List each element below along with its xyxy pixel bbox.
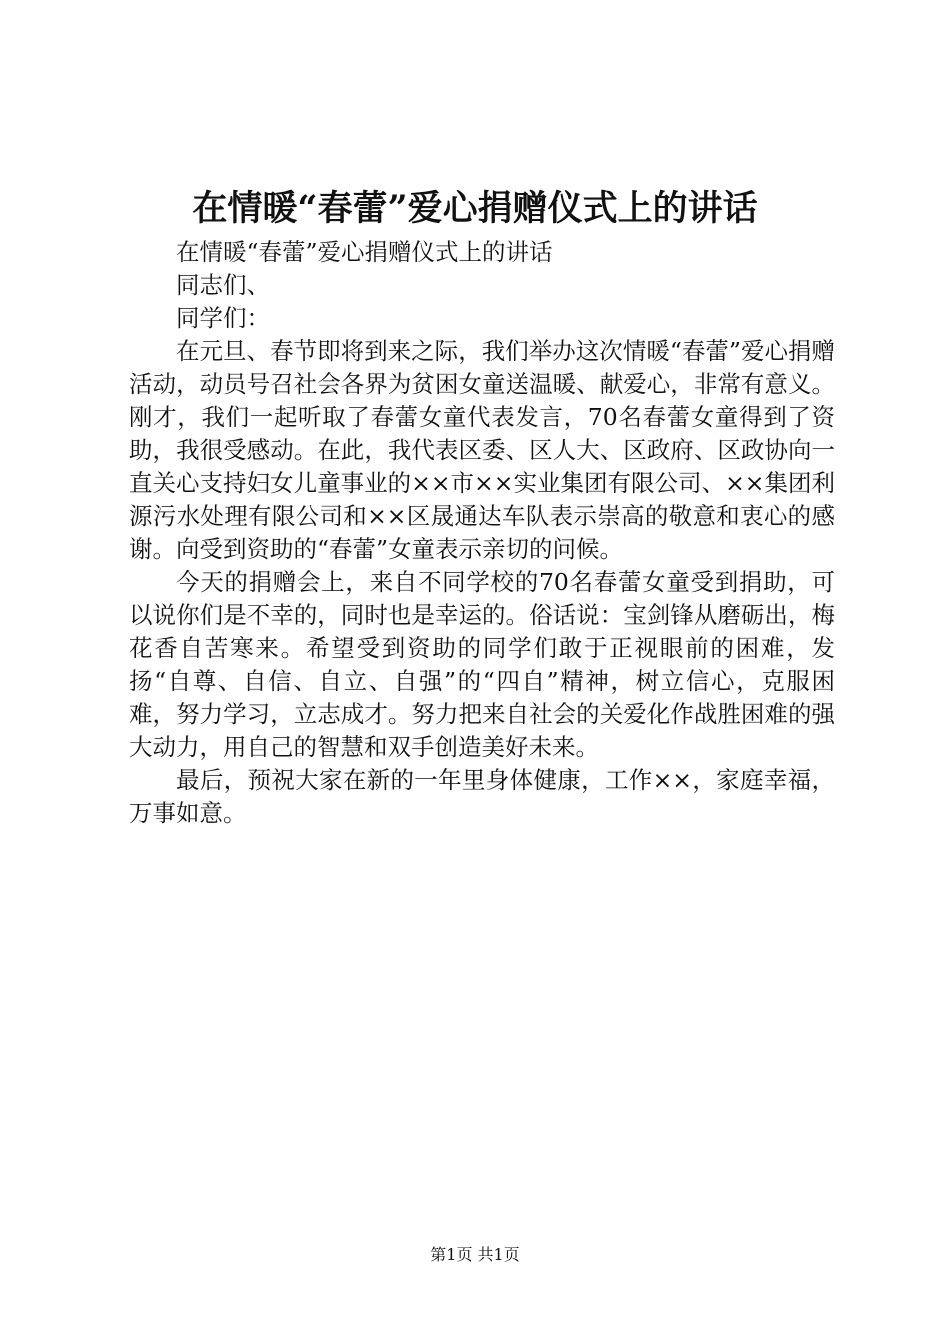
salutation-line-2: 同学们： xyxy=(176,304,270,332)
subtitle-line: 在情暖“春蕾”爱心捐赠仪式上的讲话 xyxy=(176,238,553,266)
page-title: 在情暖“春蕾”爱心捐赠仪式上的讲话 xyxy=(192,188,758,229)
page-footer: 第1页 共1页 xyxy=(430,1245,520,1264)
body-paragraph-1: 在元旦、春节即将到来之际，我们举办这次情暖“春蕾”爱心捐赠活动，动员号召社会各界为贫困女童送温暖、献爱心，非常有意义。刚才，我们一起听取了春蕾女童代表发言，70名春蕾女童得到了资助，我很受感动。在此，我代表区委、区人大、区政府、区政协向一直关心支持妇女儿童事业的××市××实业集团有限公司、××集团利源污水处理有限公司和××区晟通达车队表示崇高的敬意和衷心的感谢。向受到资助的“春蕾”女童表示亲切的问候。 xyxy=(129,337,835,563)
body-paragraph-2: 今天的捐赠会上，来自不同学校的70名春蕾女童受到捐助，可以说你们是不幸的，同时也是幸运的。俗话说：宝剑锋从磨砺出，梅花香自苦寒来。希望受到资助的同学们敢于正视眼前的困难，发扬“自尊、自信、自立、自强”的“四自”精神，树立信心，克服困难，努力学习，立志成才。努力把来自社会的关爱化作战胜困难的强大动力，用自己的智慧和双手创造美好未来。 xyxy=(129,568,835,761)
body-paragraph-3: 最后，预祝大家在新的一年里身体健康，工作××，家庭幸福，万事如意。 xyxy=(129,766,835,827)
document-body xyxy=(129,236,835,830)
salutation-line-1: 同志们、 xyxy=(176,271,270,299)
